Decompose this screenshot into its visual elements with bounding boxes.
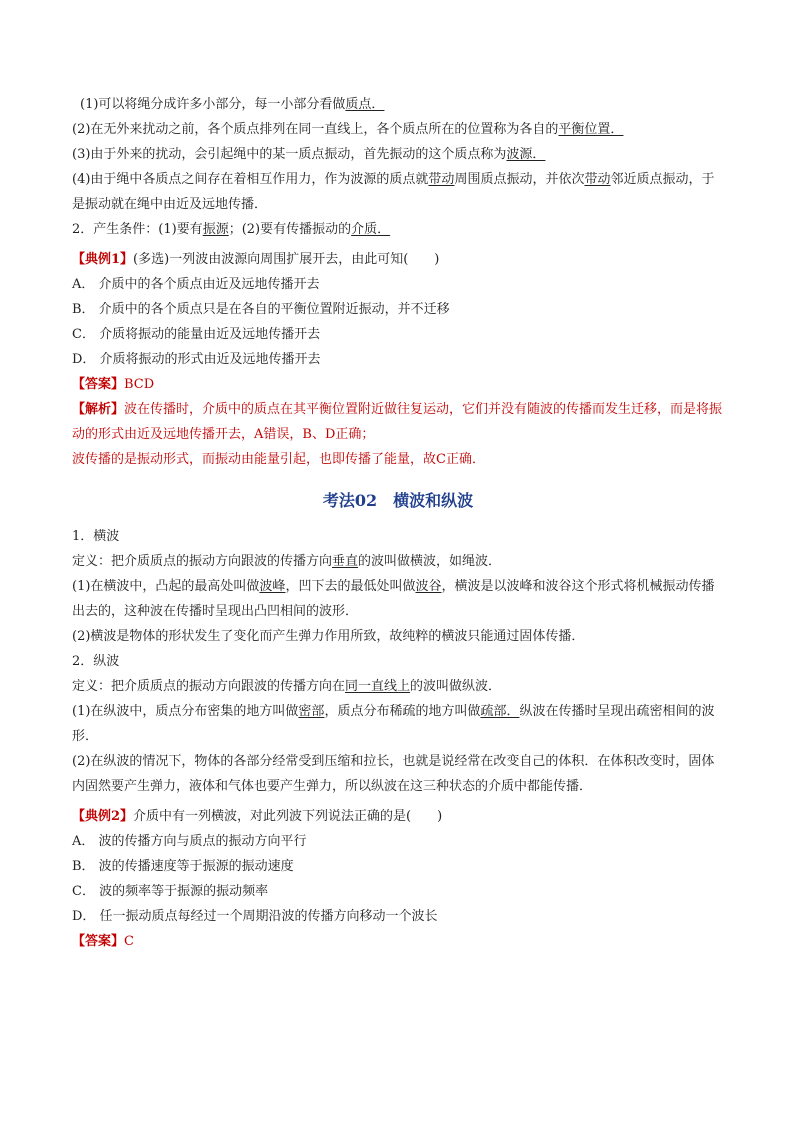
underlined-term: 疏部． (480, 704, 520, 719)
option-b: B． 波的传播速度等于振源的振动速度 (72, 859, 294, 874)
option-d: D． 任一振动质点每经过一个周期沿波的传播方向移动一个波长 (72, 909, 438, 924)
underlined-term: 介质． (351, 222, 391, 237)
example-1-analysis-2: 波传播的是振动形式，而振动由能量引起，也即传播了能量，故C正确． (72, 452, 485, 467)
longitudinal-point-1: (1)在纵波中，质点分布密集的地方叫做密部，质点分布稀疏的地方叫做疏部．纵波在传播时呈现出疏密相间的波形． (72, 704, 715, 744)
example-1-answer: 【答案】BCD (72, 377, 155, 392)
underlined-term: 带动 (428, 172, 455, 187)
option-c: C． 介质将振动的能量由近及远地传播开去 (72, 327, 321, 342)
option-c: C． 波的频率等于振源的振动频率 (72, 884, 269, 899)
option-a: A． 介质中的各个质点由近及远地传播开去 (72, 277, 320, 292)
option-b: B． 介质中的各个质点只是在各自的平衡位置附近振动，并不迁移 (72, 302, 450, 317)
transverse-definition: 定义：把介质质点的振动方向跟波的传播方向垂直的波叫做横波，如绳波． (72, 554, 502, 569)
example-tag: 【典例1】 (72, 252, 134, 267)
underlined-term: 质点． (345, 97, 385, 112)
underlined-term: 波谷 (415, 579, 442, 594)
option-a: A． 波的传播方向与质点的振动方向平行 (72, 834, 307, 849)
transverse-point-2: (2)横波是物体的形状发生了变化而产生弹力作用所致，故纯粹的横波只能通过固体传播． (72, 629, 585, 644)
section-title: 考法02 横波和纵波 (322, 491, 474, 510)
heading-longitudinal-wave: 2．纵波 (72, 654, 120, 669)
paragraph-item-3: (3)由于外来的扰动，会引起绳中的某一质点振动，首先振动的这个质点称为波源． (72, 147, 546, 162)
example-1-analysis: 【解析】波在传播时，介质中的质点在其平衡位置附近做往复运动，它们并没有随波的传播而发生迁移，而是将振动的形式由近及远地传播开去，A错误，B、D正确； (72, 402, 723, 442)
underlined-term: 波源． (506, 147, 546, 162)
underlined-term: 带动 (584, 172, 611, 187)
example-2-answer: 【答案】C (72, 934, 134, 949)
option-d: D． 介质将振动的形式由近及远地传播开去 (72, 352, 321, 367)
paragraph-item-1: (1)可以将绳分成许多小部分，每一小部分看做质点． (80, 97, 385, 112)
paragraph-condition: 2．产生条件：(1)要有振源；(2)要有传播振动的介质． (72, 222, 391, 237)
example-1-question: 【典例1】(多选)一列波由波源向周围扩展开去，由此可知( ) (72, 252, 440, 267)
example-2-question: 【典例2】介质中有一列横波，对此列波下列说法正确的是( ) (72, 809, 443, 824)
underlined-term: 振源 (202, 222, 229, 237)
transverse-point-1: (1)在横波中，凸起的最高处叫做波峰，凹下去的最低处叫做波谷，横波是以波峰和波谷这个形式将机械振动传播出去的，这种波在传播时呈现出凸凹相间的波形． (72, 579, 715, 619)
underlined-term: 垂直 (332, 554, 359, 569)
underlined-term: 密部 (298, 704, 325, 719)
longitudinal-point-2: (2)在纵波的情况下，物体的各部分经常受到压缩和拉长，也就是说经常在改变自己的体积．在体积改变时，固体内固然要产生弹力，液体和气体也要产生弹力，所以纵波在这三种状态的介质中都能传播． (72, 754, 715, 794)
underlined-term: 同一直线上 (345, 679, 411, 694)
heading-transverse-wave: 1．横波 (72, 529, 120, 544)
underlined-term: 波峰 (259, 579, 286, 594)
paragraph-item-2: (2)在无外来扰动之前，各个质点排列在同一直线上，各个质点所在的位置称为各自的平衡位置． (72, 122, 624, 137)
longitudinal-definition: 定义：把介质质点的振动方向跟波的传播方向在同一直线上的波叫做纵波． (72, 679, 502, 694)
example-tag: 【典例2】 (72, 809, 134, 824)
paragraph-item-4: (4)由于绳中各质点之间存在着相互作用力，作为波源的质点就带动周围质点振动，并依次带动邻近质点振动，于是振动就在绳中由近及远地传播． (72, 172, 715, 212)
underlined-term: 平衡位置． (558, 122, 624, 137)
document-content (72, 92, 724, 954)
